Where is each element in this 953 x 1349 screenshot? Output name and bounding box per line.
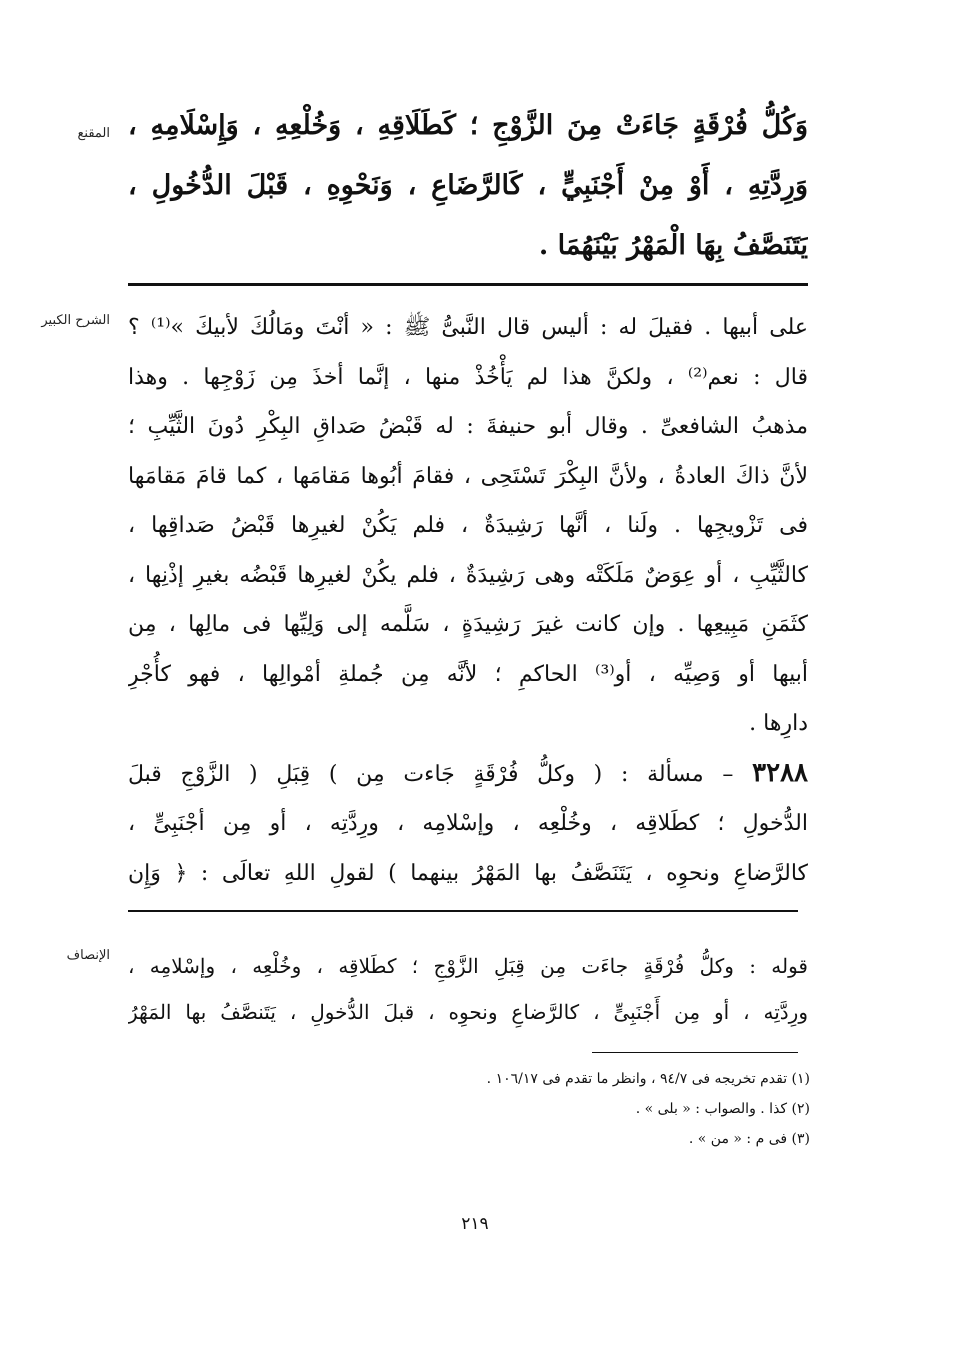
insaf-label: الإنصاف (66, 948, 110, 963)
insaf-line: ورِدَّتِه ، أو مِن أَجْنَبِىٍّ ، كالرَّضاعِ ونحوِه ، قبلَ الدُّخولِ ، يَتَنصَّفُ بها المَهْرُ (128, 1000, 808, 1024)
sharh-line: أبيها أو وَصِيِّه ، أو⁽³⁾ الحاكمِ ؛ لأنَّه مِن جُملةِ أمْوالِها ، فهو كأُجْرِ (128, 661, 808, 687)
footnote: (١) تقدم تخريجه فى ٩٤/٧ ، وانظر ما تقدم فى ١٠٦/١٧ . (486, 1071, 810, 1087)
masala-number: ٣٢٨٨ (752, 757, 808, 788)
sharh-line: قال : نعم⁽²⁾ ، ولكنَّ هذا لم يَأْخُذْ منها ، إنَّما أخذَ مِن زَوْجِها . وهذا (128, 364, 808, 390)
sharh-line: الدُّخولِ ؛ كطَلاقِه ، وخُلْعِه ، وإسْلامِه ، ورِدَّتِه ، أو مِن أجْنَبِىٍّ ، (128, 811, 808, 836)
sharh-line: فى تَزْويجِها . ولَنا ، أنَّها رَشِيدَةٌ ، فلم يَكُنْ لغيرِها قَبْضُ صَداقِها ، (128, 513, 808, 538)
masala-text: – مسألة : ( وكلُّ فُرْقَةٍ جَاءت مِن ) قِبَلِ ( الزَّوْجِ قبلَ (128, 761, 734, 787)
muqni-label: المقنع (77, 126, 110, 141)
sharh-label: الشرح الكبير (41, 313, 110, 328)
sharh-line: دارِها . (749, 711, 808, 736)
footnote-divider (592, 1052, 798, 1053)
section-divider (128, 283, 808, 286)
insaf-text (128, 943, 808, 1035)
section-divider (128, 910, 798, 912)
muqni-line: وَكُلُّ فُرْقَةٍ جَاءَتْ مِنَ الزَّوْجِ ؛ كَطَلَاقِهِ ، وَخُلْعِهِ ، وَإِسْلَامِهِ ، (128, 110, 808, 141)
muqni-line: وَرِدَّتِهِ ، أَوْ مِنْ أَجْنَبِيٍّ ، كَالرَّضَاعِ ، وَنَحْوِهِ ، قَبْلَ الدُّخُولِ ، (128, 170, 808, 201)
masala-heading-line (128, 749, 808, 800)
sharh-line: كالرَّضاعِ ونحوِه ، يَتَنَصَّفُ بها المَهْرُ بينهما ) لقولِ اللهِ تعالَى : ﴿ وَإِن (128, 860, 808, 886)
insaf-line: قوله : وكلُّ فُرْقَةٍ جاءَت مِن قِبَلِ الزَّوْجِ ؛ كطَلاقِه ، وخُلْعِه ، وإسْلامِه ، (128, 954, 808, 978)
sharh-line: لأنَّ ذاكَ العادةُ ، ولأنَّ البِكْرَ تَسْتَحِى ، فقامَ أبُوها مَقامَها ، كما قامَ مَقامَها (128, 463, 808, 489)
sharh-line: على أبيها . فقيلَ له : أليس قال النَّبىُّ ﷺ : « أنْتَ ومَالُكَ لأبيكَ »⁽¹⁾ ؟ (128, 315, 808, 340)
footnote: (٣) فى م : « من » . (688, 1131, 810, 1147)
footnotes (380, 1064, 810, 1154)
sharh-line: كالثَّيِّبِ ، أو عِوَضٌ مَلَكَتْه وهى رَشِيدَةٌ ، فلم يكُنْ لغيرِها قَبْضُه بغيرِ إذْنِها ، (128, 562, 808, 588)
page-number: ٢١٩ (461, 1214, 489, 1234)
sharh-text (128, 303, 808, 898)
footnote: (٢) كذا . والصواب : « بلى » . (635, 1101, 810, 1117)
muqni-text (128, 96, 808, 276)
sharh-line: كثَمَنِ مَبِيعِها . وإن كانت غيرَ رَشِيدَةٍ ، سَلَّمه إلى وَلِيِّها فى مالِها ، مِن (128, 612, 808, 637)
sharh-line: مذهبُ الشافعىِّ . وقال أبو حنيفةَ : له قَبْضُ صَداقِ البِكْرِ دُونَ الثَّيِّبِ ؛ (128, 414, 808, 439)
muqni-line: يَتَنَصَّفُ بِهَا الْمَهْرُ بَيْنَهُمَا . (538, 230, 808, 261)
